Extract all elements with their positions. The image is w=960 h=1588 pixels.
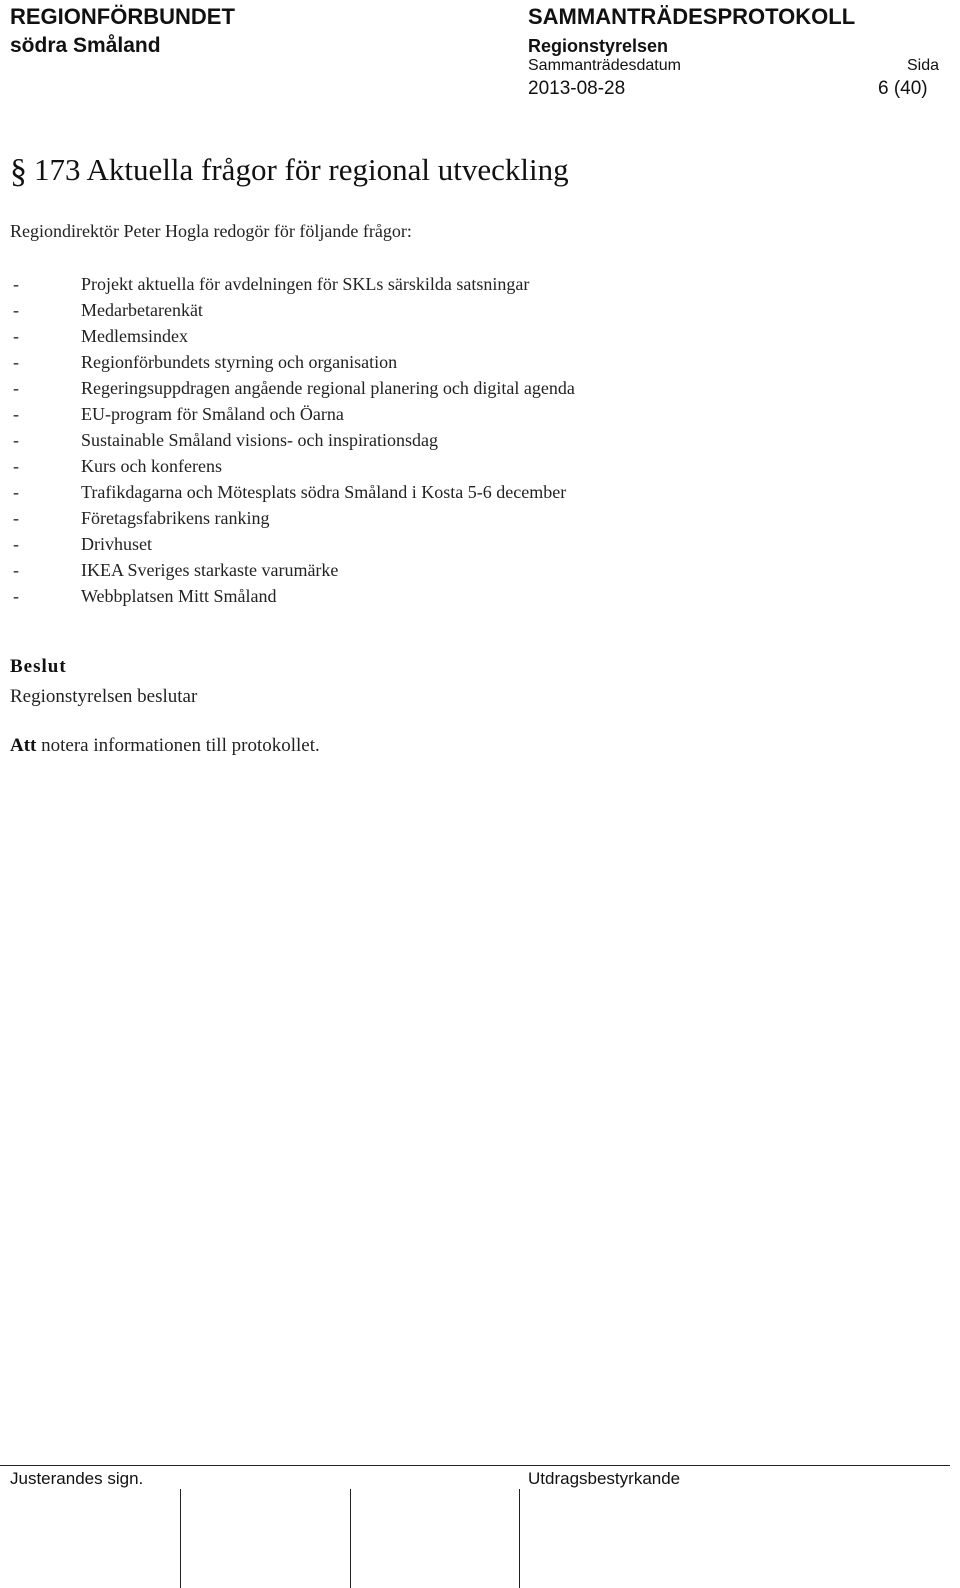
list-item: - Medlemsindex xyxy=(13,326,188,346)
list-item: - Kurs och konferens xyxy=(13,456,222,476)
organization-region: södra Småland xyxy=(10,34,161,57)
adjuster-signature-label: Justerandes sign. xyxy=(10,1469,144,1488)
document-type: SAMMANTRÄDESPROTOKOLL xyxy=(528,4,856,29)
att-text: notera informationen till protokollet. xyxy=(41,735,320,756)
meeting-date-label: Sammanträdesdatum xyxy=(528,57,681,74)
topic-list xyxy=(10,271,575,609)
signature-box-divider xyxy=(519,1489,520,1588)
section-heading xyxy=(10,152,569,191)
section-sign: § xyxy=(10,153,27,190)
signature-footer xyxy=(0,1465,952,1588)
extract-certification-label: Utdragsbestyrkande xyxy=(528,1469,681,1488)
list-item: - Regionförbundets styrning och organisation xyxy=(13,352,398,372)
decision-text: Regionstyrelsen beslutar xyxy=(10,686,198,707)
list-item: - IKEA Sveriges starkaste varumärke xyxy=(13,560,339,580)
meeting-date: 2013-08-28 xyxy=(528,78,626,99)
list-item: - EU-program för Småland och Öarna xyxy=(13,404,344,424)
committee-name: Regionstyrelsen xyxy=(528,36,669,56)
list-item: - Webbplatsen Mitt Småland xyxy=(13,586,277,606)
list-item: - Drivhuset xyxy=(13,534,152,554)
list-item: - Regeringsuppdragen angående regional planering och digital agenda xyxy=(13,378,575,398)
att-keyword: Att xyxy=(10,735,37,756)
list-item: - Projekt aktuella för avdelningen för SKLs särskilda satsningar xyxy=(13,274,530,294)
footer-divider xyxy=(0,1465,950,1466)
list-item: - Medarbetarenkät xyxy=(13,300,203,320)
organization-name: REGIONFÖRBUNDET xyxy=(10,4,235,29)
signature-box-divider xyxy=(350,1489,351,1588)
decision-heading: Beslut xyxy=(10,656,67,677)
page-label: Sida xyxy=(907,57,940,74)
signature-box-divider xyxy=(180,1489,181,1588)
section-title: 173 Aktuella frågor för regional utveckling xyxy=(34,152,569,187)
intro-text: Regiondirektör Peter Hogla redogör för följande frågor: xyxy=(10,221,412,241)
page-number: 6 (40) xyxy=(878,78,928,99)
list-item: - Trafikdagarna och Mötesplats södra Småland i Kosta 5-6 december xyxy=(13,482,567,502)
decision-resolution xyxy=(10,735,320,757)
list-item: - Företagsfabrikens ranking xyxy=(13,508,270,528)
list-item: - Sustainable Småland visions- och inspirationsdag xyxy=(13,430,438,450)
